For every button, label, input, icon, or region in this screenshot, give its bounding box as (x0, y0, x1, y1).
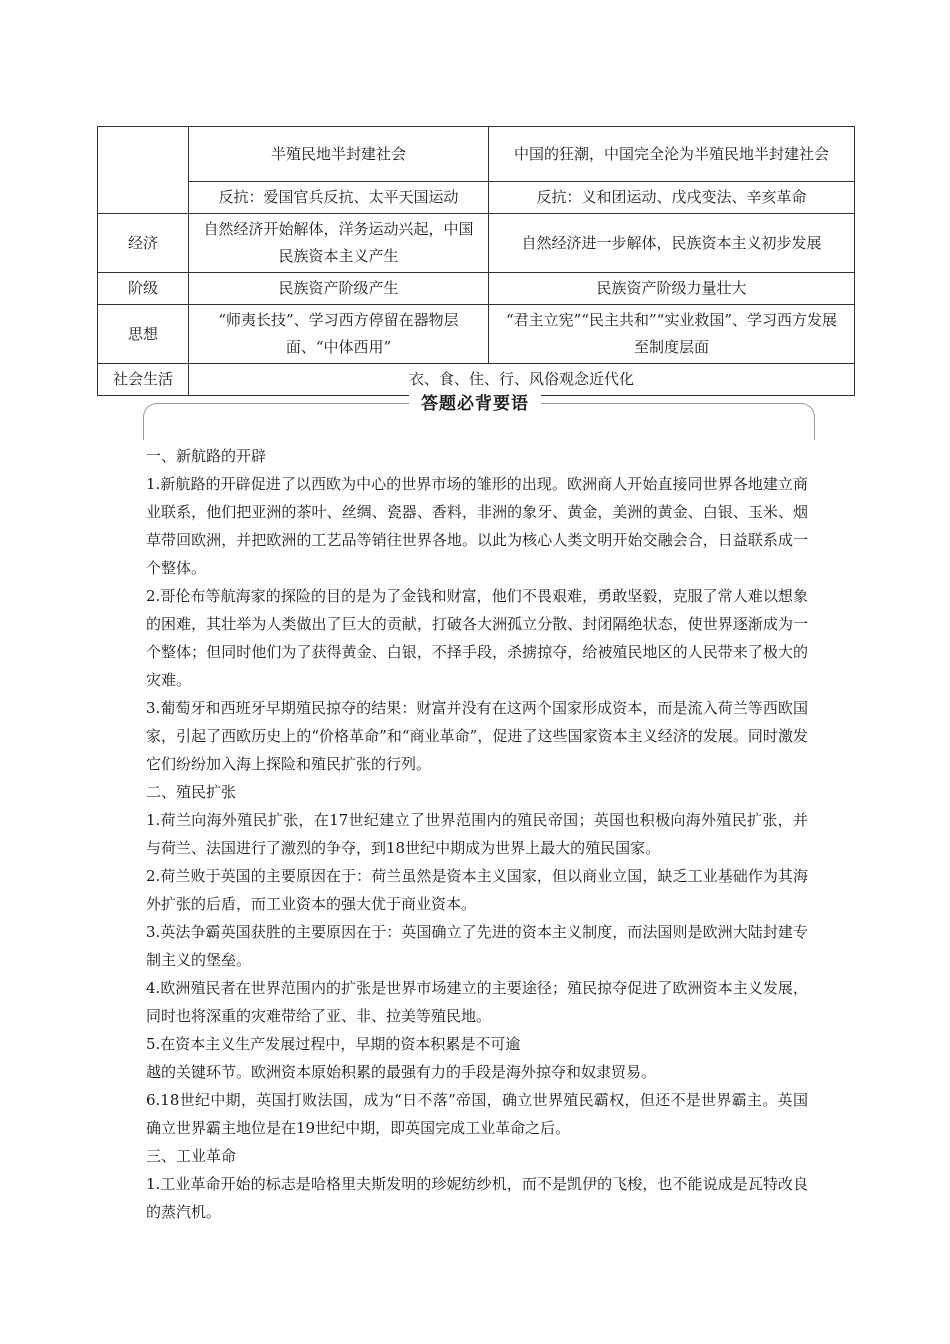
section-heading: 三、工业革命 (146, 1147, 237, 1165)
paragraph: 6.18世纪中期，英国打败法国，成为“日不落”帝国，确立世界殖民霸权，但还不是世界霸主。英国确立世界霸主地位是在19世纪中期，即英国完成工业革命之后。 (146, 1091, 808, 1137)
paragraph: 3.葡萄牙和西班牙早期殖民掠夺的结果：财富并没有在这两个国家形成资本，而是流入荷兰等西欧国家，引起了西欧历史上的“价格革命”和“商业革命”，促进了这些国家资本主义经济的发展。同时激发它们纷纷加入海上探险和殖民扩张的行列。 (146, 699, 808, 773)
paragraph: 5.在资本主义生产发展过程中，早期的资本积累是不可逾 (146, 1035, 521, 1053)
paragraph: 3.英法争霸英国获胜的主要原因在于：英国确立了先进的资本主义制度，而法国则是欧洲大陆封建专制主义的堡垒。 (146, 923, 808, 969)
row-label (98, 127, 189, 214)
table-cell: 自然经济进一步解体，民族资本主义初步发展 (489, 214, 855, 273)
table-row (98, 214, 855, 273)
table-cell: 反抗：爱国官兵反抗、太平天国运动 (189, 182, 489, 214)
paragraph: 1.工业革命开始的标志是哈格里夫斯发明的珍妮纺纱机，而不是凯伊的飞梭，也不能说成是瓦特改良的蒸汽机。 (146, 1175, 808, 1221)
table-cell: “师夷长技”、学习西方停留在器物层面、“中体西用” (189, 305, 489, 364)
table-row (98, 182, 855, 214)
section-heading: 二、殖民扩张 (146, 783, 237, 801)
paragraph: 2.哥伦布等航海家的探险的目的是为了金钱和财富，他们不畏艰难，勇敢坚毅，克服了常人难以想象的困难，其壮举为人类做出了巨大的贡献，打破各大洲孤立分散、封闭隔绝状态，使世界逐渐成为一个整体；但同时他们为了获得黄金、白银，不择手段，杀掳掠夺，给被殖民地区的人民带来了极大的灾难。 (146, 587, 808, 689)
table-cell: 半殖民地半封建社会 (189, 127, 489, 182)
table-cell: 民族资产阶级产生 (189, 273, 489, 305)
comparison-table (97, 126, 855, 396)
section-heading: 一、新航路的开辟 (146, 447, 267, 465)
row-label: 社会生活 (98, 364, 189, 396)
paragraph: 1.荷兰向海外殖民扩张，在17世纪建立了世界范围内的殖民帝国；英国也积极向海外殖民扩张，并与荷兰、法国进行了激烈的争夺，到18世纪中期成为世界上最大的殖民国家。 (146, 811, 808, 857)
box-title-text: 答题必背要语 (409, 394, 541, 414)
table-cell: 民族资产阶级力量壮大 (489, 273, 855, 305)
table-cell-merged: 衣、食、住、行、风俗观念近代化 (189, 364, 855, 396)
paragraph: 4.欧洲殖民者在世界范围内的扩张是世界市场建立的主要途径；殖民掠夺促进了欧洲资本主义发展，同时也将深重的灾难带给了亚、非、拉美等殖民地。 (146, 979, 808, 1025)
section-box-title (0, 391, 950, 417)
table-cell: 反抗：义和团运动、戊戌变法、辛亥革命 (489, 182, 855, 214)
table-cell: 自然经济开始解体，洋务运动兴起，中国民族资本主义产生 (189, 214, 489, 273)
content-body (146, 442, 808, 1226)
paragraph: 越的关键环节。欧洲资本原始积累的最强有力的手段是海外掠夺和奴隶贸易。 (146, 1063, 657, 1081)
row-label: 经济 (98, 214, 189, 273)
table-row (98, 127, 855, 182)
row-label: 思想 (98, 305, 189, 364)
table-row (98, 305, 855, 364)
table-cell: 中国的狂潮，中国完全沦为半殖民地半封建社会 (489, 127, 855, 182)
row-label: 阶级 (98, 273, 189, 305)
table-row (98, 273, 855, 305)
paragraph: 2.荷兰败于英国的主要原因在于：荷兰虽然是资本主义国家，但以商业立国，缺乏工业基础作为其海外扩张的后盾，而工业资本的强大优于商业资本。 (146, 867, 808, 913)
paragraph: 1.新航路的开辟促进了以西欧为中心的世界市场的雏形的出现。欧洲商人开始直接同世界各地建立商业联系，他们把亚洲的茶叶、丝绸、瓷器、香料，非洲的象牙、黄金，美洲的黄金、白银、玉米、烟草带回欧洲，并把欧洲的工艺品等销往世界各地。以此为核心人类文明开始交融会合，日益联系成一个整体。 (146, 475, 808, 577)
table-cell: “君主立宪”“民主共和”“实业救国”、学习西方发展至制度层面 (489, 305, 855, 364)
